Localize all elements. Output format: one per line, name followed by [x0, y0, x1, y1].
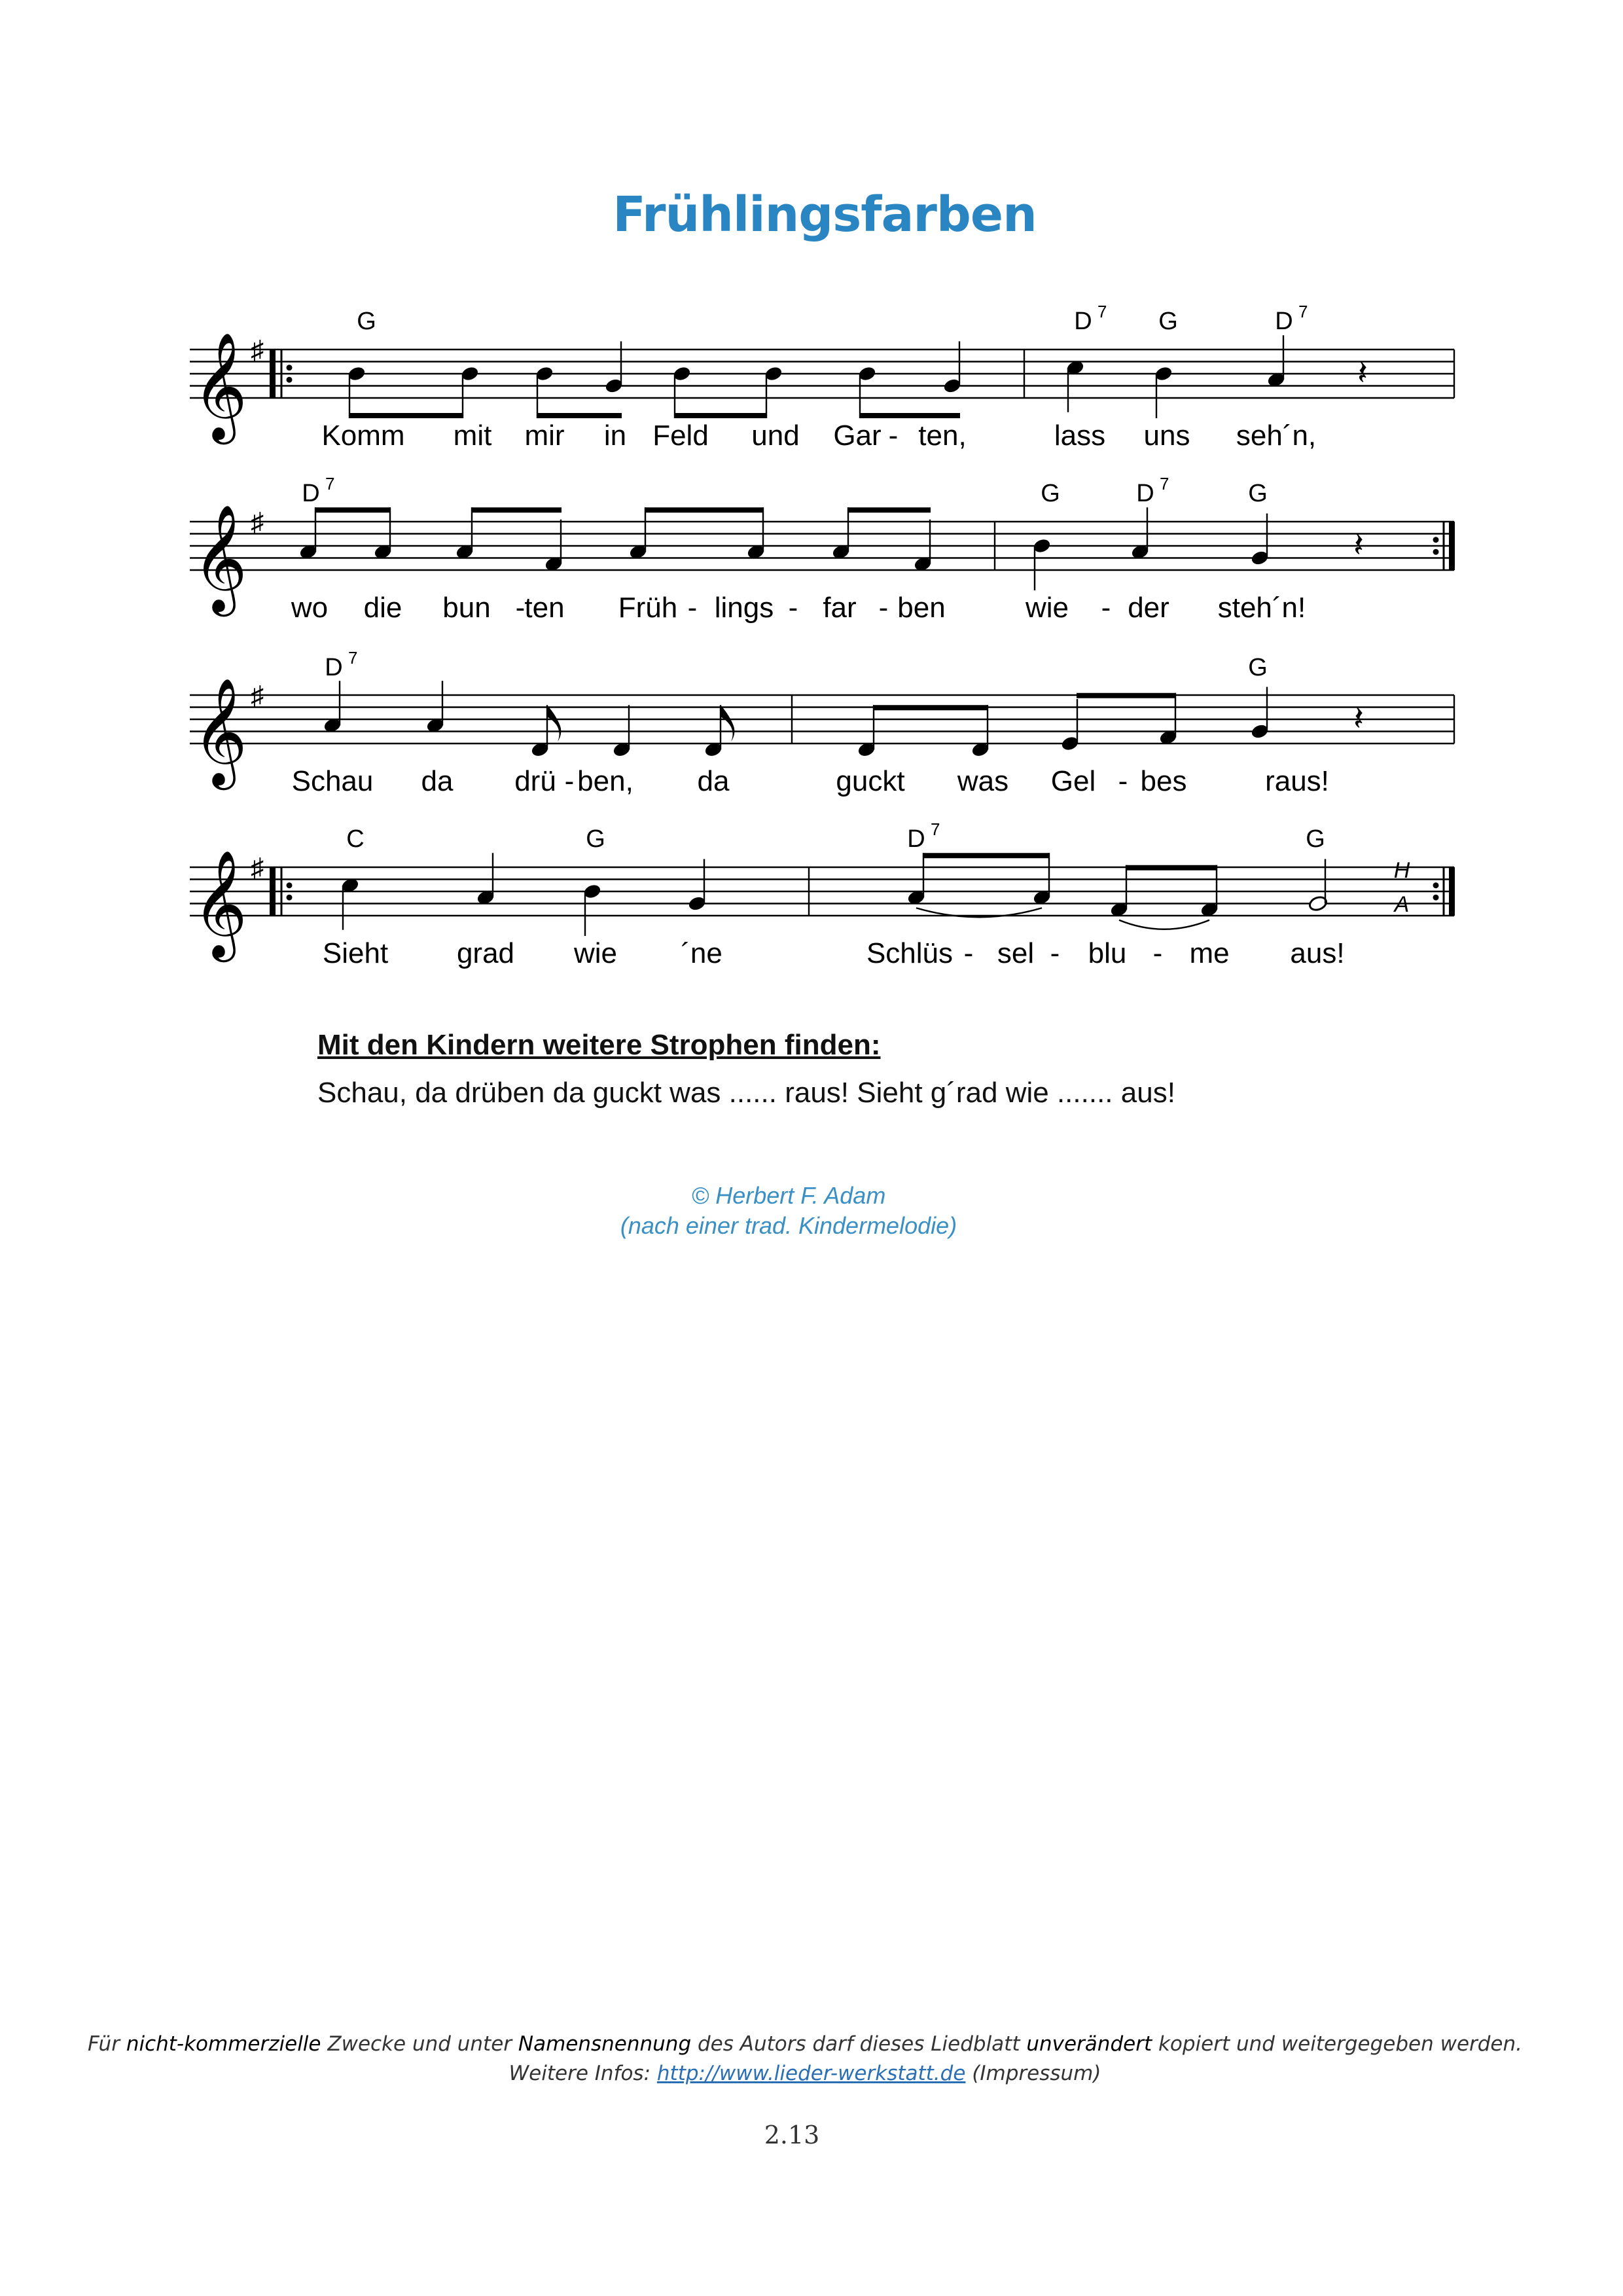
lyric-syllable: und — [751, 420, 800, 452]
lyric-syllable: wo — [291, 592, 329, 624]
chord-symbol: D — [1275, 308, 1293, 335]
lyric-syllable: bes — [1140, 765, 1187, 797]
lyric-syllable: Feld — [652, 420, 709, 452]
lyric-syllable: der — [1128, 592, 1169, 624]
treble-clef-glyph: 𝄞 — [192, 850, 247, 958]
repeat-thick-bar — [270, 867, 276, 916]
chord-superscript: 7 — [931, 819, 940, 839]
chord-symbol: G — [1248, 480, 1268, 507]
quarter-rest-icon: 𝄽 — [1357, 353, 1368, 393]
repeat-dot — [287, 882, 293, 888]
verses-heading: Mit den Kindern weitere Strophen finden: — [317, 1029, 881, 1061]
lyric-syllable: Gel — [1050, 765, 1096, 797]
key-signature-sharp: ♯ — [251, 336, 264, 365]
beam — [645, 507, 764, 512]
lyric-syllable: was — [957, 765, 1009, 797]
chord-symbol: G — [1306, 825, 1325, 853]
beam — [537, 413, 622, 418]
chord-superscript: 7 — [1160, 474, 1169, 493]
verses-text: Schau, da drüben da guckt was ...... raus! Sieht g´rad wie ....... aus! — [317, 1077, 1175, 1109]
lyric-syllable: lings — [714, 592, 774, 624]
lyric-syllable: - — [888, 420, 899, 452]
lyric-syllable: ten — [524, 592, 565, 624]
lyric-syllable: grad — [456, 937, 515, 969]
treble-clef-icon — [192, 850, 247, 962]
beam — [674, 413, 767, 418]
beam — [315, 507, 391, 512]
emphasized-term: unverändert — [1026, 2032, 1152, 2056]
lyric-syllable: ben, — [577, 765, 633, 797]
chord-symbol: G — [357, 308, 376, 335]
license-text: kopiert und weitergegeben werden. — [1152, 2032, 1523, 2056]
treble-clef-glyph: 𝄞 — [192, 504, 247, 612]
treble-clef-icon — [192, 504, 247, 617]
eighth-flag — [721, 705, 734, 742]
repeat-dot — [1433, 895, 1439, 901]
chord-superscript: 7 — [1298, 302, 1308, 321]
lyric-syllable: wie — [573, 937, 618, 969]
author-credit: © Herbert F. Adam — [691, 1182, 886, 1209]
repeat-thick-bar — [1449, 867, 1455, 916]
repeat-dot — [1433, 537, 1439, 543]
lyric-syllable: - — [788, 592, 798, 624]
lyric-syllable: sel — [997, 937, 1035, 969]
beam — [923, 853, 1050, 858]
lyric-syllable: ´ne — [681, 937, 722, 969]
ending-mark-h: H — [1393, 858, 1410, 883]
chord-superscript: 7 — [325, 474, 335, 493]
key-signature-sharp: ♯ — [251, 508, 264, 537]
lyric-syllable: - — [687, 592, 698, 624]
lyric-syllable: Früh — [618, 592, 678, 624]
lyric-syllable: - — [1118, 765, 1128, 797]
ending-mark-a: A — [1394, 892, 1410, 917]
lyric-syllable: - — [878, 592, 889, 624]
lyric-syllable: uns — [1143, 420, 1190, 452]
chord-symbol: D — [302, 480, 320, 507]
lyric-syllable: aus! — [1290, 937, 1345, 969]
lyric-syllable: Sieht — [322, 937, 389, 969]
beam — [1077, 693, 1176, 698]
treble-clef-icon — [192, 332, 247, 444]
more-info-suffix: (Impressum) — [965, 2062, 1101, 2085]
lyric-syllable: Gar — [833, 420, 882, 452]
key-signature-sharp: ♯ — [251, 681, 264, 710]
lyric-syllable: far — [823, 592, 857, 624]
lyric-syllable: wie — [1025, 592, 1069, 624]
lyric-syllable: ten, — [918, 420, 967, 452]
tie — [1119, 920, 1209, 929]
chord-symbol: D — [1136, 480, 1154, 507]
repeat-dot — [287, 365, 293, 370]
repeat-dot — [287, 377, 293, 383]
repeat-dot — [1433, 549, 1439, 555]
chord-symbol: G — [1041, 480, 1060, 507]
lyric-syllable: guckt — [836, 765, 905, 797]
license-text: Für — [87, 2032, 126, 2056]
beam — [847, 507, 931, 512]
lyric-syllable: - — [1050, 937, 1060, 969]
lyric-syllable: me — [1189, 937, 1230, 969]
license-text: des Autors darf dieses Liedblatt — [691, 2032, 1027, 2056]
lyric-syllable: - — [515, 592, 526, 624]
lyric-syllable: - — [564, 765, 575, 797]
repeat-dot — [287, 895, 293, 901]
chord-symbol: G — [1158, 308, 1178, 335]
chord-symbol: D — [1074, 308, 1092, 335]
beam — [873, 705, 988, 710]
sheet-music — [0, 0, 1623, 995]
lyric-syllable: Schlüs — [866, 937, 954, 969]
lyric-syllable: Komm — [321, 420, 405, 452]
lyric-syllable: ben — [897, 592, 946, 624]
lyric-syllable: mir — [524, 420, 565, 452]
lyric-syllable: - — [963, 937, 974, 969]
lyric-syllable: raus! — [1265, 765, 1329, 797]
chord-superscript: 7 — [348, 648, 358, 668]
more-info-label: Weitere Infos: — [508, 2062, 657, 2085]
chord-symbol: C — [346, 825, 365, 853]
lyric-syllable: die — [363, 592, 402, 624]
beam — [471, 507, 562, 512]
chord-symbol: D — [907, 825, 925, 853]
treble-clef-icon — [192, 677, 247, 790]
page-number: 2.13 — [764, 2121, 820, 2149]
lyric-syllable: da — [421, 765, 454, 797]
emphasized-term: nicht-kommerzielle — [126, 2032, 321, 2056]
chord-symbol: D — [325, 654, 343, 681]
melody-source: (nach einer trad. Kindermelodie) — [620, 1212, 957, 1239]
repeat-dot — [1433, 882, 1439, 888]
lyric-syllable: drü — [514, 765, 556, 797]
song-title: Frühlingsfarben — [613, 187, 1037, 243]
eighth-flag — [547, 705, 561, 742]
chord-superscript: 7 — [1097, 302, 1107, 321]
website-link[interactable]: http://www.lieder-werkstatt.de — [656, 2062, 966, 2085]
more-info — [0, 2062, 1610, 2085]
lyric-syllable: da — [697, 765, 730, 797]
chord-symbol: G — [586, 825, 605, 853]
license-note — [0, 2032, 1610, 2056]
lyric-syllable: - — [1101, 592, 1111, 624]
lyric-syllable: blu — [1088, 937, 1127, 969]
beam — [1126, 865, 1217, 870]
repeat-thick-bar — [1449, 522, 1455, 570]
lyric-syllable: seh´n, — [1236, 420, 1317, 452]
repeat-thick-bar — [270, 350, 276, 398]
lyric-syllable: Schau — [291, 765, 374, 797]
lyric-syllable: lass — [1054, 420, 1106, 452]
lyric-syllable: in — [603, 420, 627, 452]
beam — [349, 413, 463, 418]
beam — [859, 413, 960, 418]
key-signature-sharp: ♯ — [251, 853, 264, 882]
lyric-syllable: mit — [453, 420, 492, 452]
lyric-syllable: bun — [442, 592, 491, 624]
quarter-rest-icon: 𝄽 — [1353, 526, 1364, 565]
lyric-syllable: steh´n! — [1217, 592, 1306, 624]
license-text: Zwecke und unter — [321, 2032, 518, 2056]
treble-clef-glyph: 𝄞 — [192, 332, 247, 440]
treble-clef-glyph: 𝄞 — [192, 677, 247, 785]
emphasized-term: Namensnennung — [518, 2032, 692, 2056]
chord-symbol: G — [1248, 654, 1268, 681]
quarter-rest-icon: 𝄽 — [1353, 699, 1364, 739]
lyric-syllable: - — [1152, 937, 1163, 969]
